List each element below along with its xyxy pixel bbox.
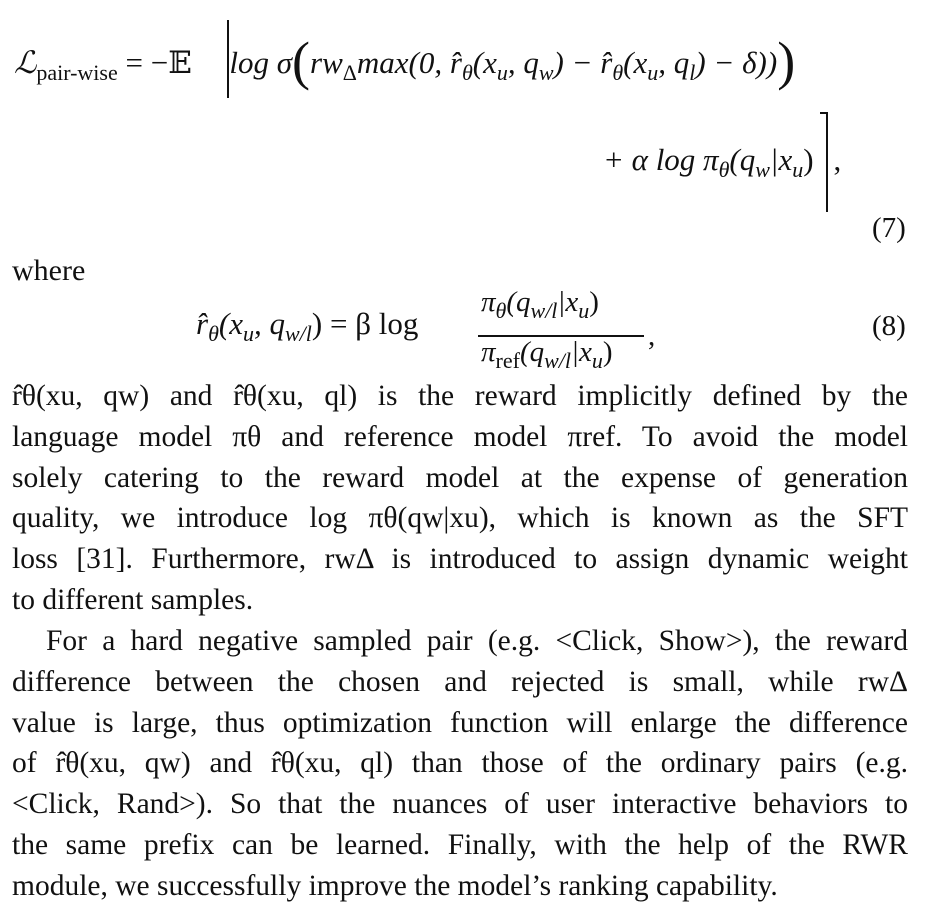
- expectation: = −𝔼: [125, 45, 192, 80]
- u-sub-6: u: [591, 348, 603, 373]
- pi-num: π: [481, 286, 496, 318]
- u-sub-4: u: [242, 321, 254, 346]
- theta-sub-1: θ: [461, 60, 473, 85]
- fraction-denominator: [481, 336, 613, 374]
- wl-sub: w/l: [284, 321, 312, 346]
- q-5: (q: [506, 286, 531, 318]
- close-paren: ): [777, 31, 796, 91]
- w-sub: w: [538, 60, 554, 85]
- q-2: , q: [658, 45, 690, 80]
- minus-delta: ) − δ)): [695, 45, 778, 80]
- close-paren-2: ): [803, 142, 814, 177]
- x-4: (x: [218, 306, 243, 341]
- q-4: , q: [253, 306, 285, 341]
- log-sigma: log σ: [229, 45, 293, 80]
- paragraph-2-line: of r̂θ(xu, qw) and r̂θ(xu, ql) than those of the ordinary pairs (e.g.: [12, 747, 908, 780]
- arg-x-1: (x: [472, 45, 497, 80]
- paragraph-2-line: value is large, thus optimization function will enlarge the difference: [12, 706, 908, 739]
- theta-sub-3: θ: [718, 157, 730, 182]
- paragraph-1-line: loss [31]. Furthermore, rwΔ is introduced to assign dynamic weight: [12, 543, 908, 576]
- close-paren-5: ): [589, 286, 599, 318]
- paragraph-1-line: language model πθ and reference model πref. To avoid the model: [12, 420, 908, 453]
- bar-x-6: |x: [571, 336, 592, 368]
- paragraph-1-line: solely catering to the reward model at the expense of generation: [12, 461, 908, 494]
- ref-sub: ref: [495, 348, 520, 373]
- equation-7-number: (7): [872, 212, 906, 244]
- w-sub-2: w: [755, 157, 770, 182]
- loss-symbol: ℒ: [14, 45, 37, 80]
- paragraph-1-line: r̂θ(xu, qw) and r̂θ(xu, ql) is the reward implicitly defined by the: [12, 380, 908, 412]
- paragraph-1: [12, 376, 908, 621]
- u-sub-2: u: [647, 60, 659, 85]
- paragraph-2-line: For a hard negative sampled pair (e.g. <Click, Show>), the reward: [46, 625, 908, 657]
- comma-7: ,: [833, 142, 842, 177]
- rw-symbol: rw: [310, 45, 343, 80]
- alpha-log-pi: + α log π: [603, 142, 719, 177]
- equation-7-line-1: [14, 30, 795, 92]
- bar-x-5: |x: [557, 286, 579, 318]
- theta-sub-5: θ: [495, 298, 507, 323]
- where-label: where: [12, 254, 86, 287]
- paragraph-2-line: module, we successfully improve the model’s ranking capability.: [12, 869, 778, 902]
- max-expression: max(0, r̂: [356, 45, 462, 80]
- paragraph-1-line: quality, we introduce log πθ(qw|xu), which is known as the SFT: [12, 502, 908, 535]
- q-6: (q: [519, 336, 545, 368]
- q-1: , q: [507, 45, 539, 80]
- pi-den: π: [481, 336, 496, 368]
- equals-beta-log: ) = β log: [311, 306, 419, 341]
- arg-x-2: (x: [623, 45, 648, 80]
- equation-8-number: (8): [872, 310, 906, 342]
- comma-8: ,: [648, 320, 656, 352]
- equation-7-line-2: [603, 142, 841, 183]
- u-sub-3: u: [792, 157, 804, 182]
- paragraph-2-line: difference between the chosen and rejected is small, while rwΔ: [12, 665, 908, 698]
- bracket-left: [227, 20, 229, 98]
- wl-sub-3: w/l: [544, 348, 572, 373]
- equation-8-lhs: [196, 306, 418, 347]
- minus-r: ) − r̂: [553, 45, 613, 80]
- l-sub: l: [689, 60, 696, 85]
- paragraph-2-line: <Click, Rand>). So that the nuances of user interactive behaviors to: [12, 788, 908, 821]
- bar-x: |x: [769, 142, 793, 177]
- open-paren: (: [292, 31, 310, 91]
- fraction-numerator: [481, 286, 599, 324]
- theta-sub-2: θ: [612, 60, 624, 85]
- loss-subscript: pair-wise: [36, 60, 118, 85]
- theta-sub-4: θ: [208, 321, 219, 346]
- u-sub-5: u: [578, 298, 590, 323]
- u-sub-1: u: [496, 60, 508, 85]
- paragraph-2-line: the same prefix can be learned. Finally, with the help of the RWR: [12, 828, 908, 861]
- rw-subscript: Δ: [342, 60, 357, 85]
- wl-sub-2: w/l: [530, 298, 558, 323]
- paragraph-2: [12, 621, 908, 907]
- q-3: (q: [729, 142, 756, 177]
- paragraph-1-line: to different samples.: [12, 583, 254, 616]
- r-hat: r̂: [196, 306, 209, 341]
- close-paren-6: ): [602, 336, 613, 368]
